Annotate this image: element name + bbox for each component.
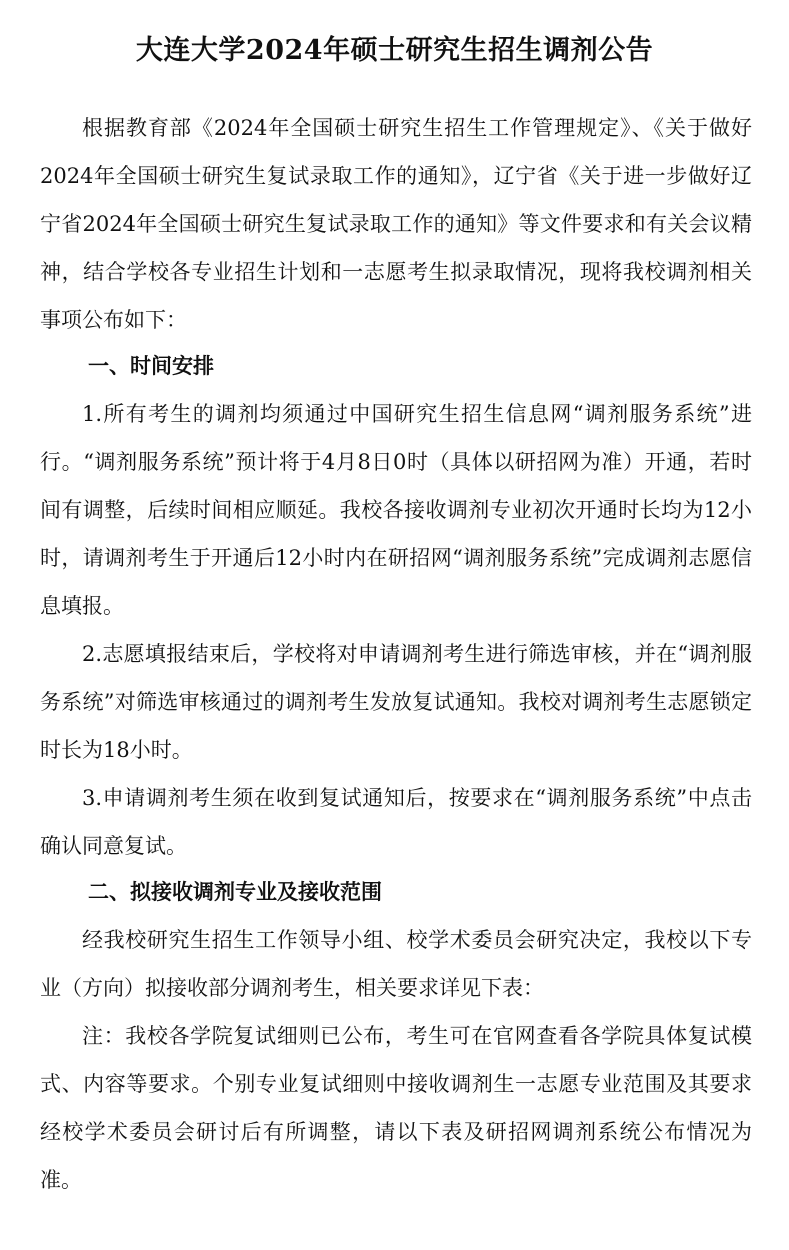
- section-heading-majors: 二、拟接收调剂专业及接收范围: [88, 880, 382, 904]
- section-heading-schedule: 一、时间安排: [88, 354, 214, 378]
- schedule-item-2: 2.志愿填报结束后，学校将对申请调剂考生进行筛选审核，并在“调剂服务系统”对筛选审核通过的调剂考生发放复试通知。我校对调剂考生志愿锁定时长为18小时。: [40, 642, 752, 762]
- majors-paragraph: 经我校研究生招生工作领导小组、校学术委员会研究决定，我校以下专业（方向）拟接收部分调剂考生，相关要求详见下表：: [40, 928, 752, 1000]
- note-paragraph: 注：我校各学院复试细则已公布，考生可在官网查看各学院具体复试模式、内容等要求。个别专业复试细则中接收调剂生一志愿专业范围及其要求经校学术委员会研讨后有所调整，请以下表及研招网调剂系统公布情况为准。: [40, 1024, 752, 1192]
- schedule-item-3: 3.申请调剂考生须在收到复试通知后，按要求在“调剂服务系统”中点击确认同意复试。: [40, 786, 752, 858]
- intro-paragraph: 根据教育部《2024年全国硕士研究生招生工作管理规定》、《关于做好2024年全国硕士研究生复试录取工作的通知》，辽宁省《关于进一步做好辽宁省2024年全国硕士研究生复试录取工作的通知》等文件要求和有关会议精神，结合学校各专业招生计划和一志愿考生拟录取情况，现将我校调剂相关事项公布如下：: [40, 116, 752, 332]
- page-title: 大连大学2024年硕士研究生招生调剂公告: [135, 35, 654, 66]
- schedule-item-1: 1.所有考生的调剂均须通过中国研究生招生信息网“调剂服务系统”进行。“调剂服务系统”预计将于4月8日0时（具体以研招网为准）开通，若时间有调整，后续时间相应顺延。我校各接收调剂专业初次开通时长均为12小时，请调剂考生于开通后12小时内在研招网“调剂服务系统”完成调剂志愿信息填报。: [40, 402, 752, 618]
